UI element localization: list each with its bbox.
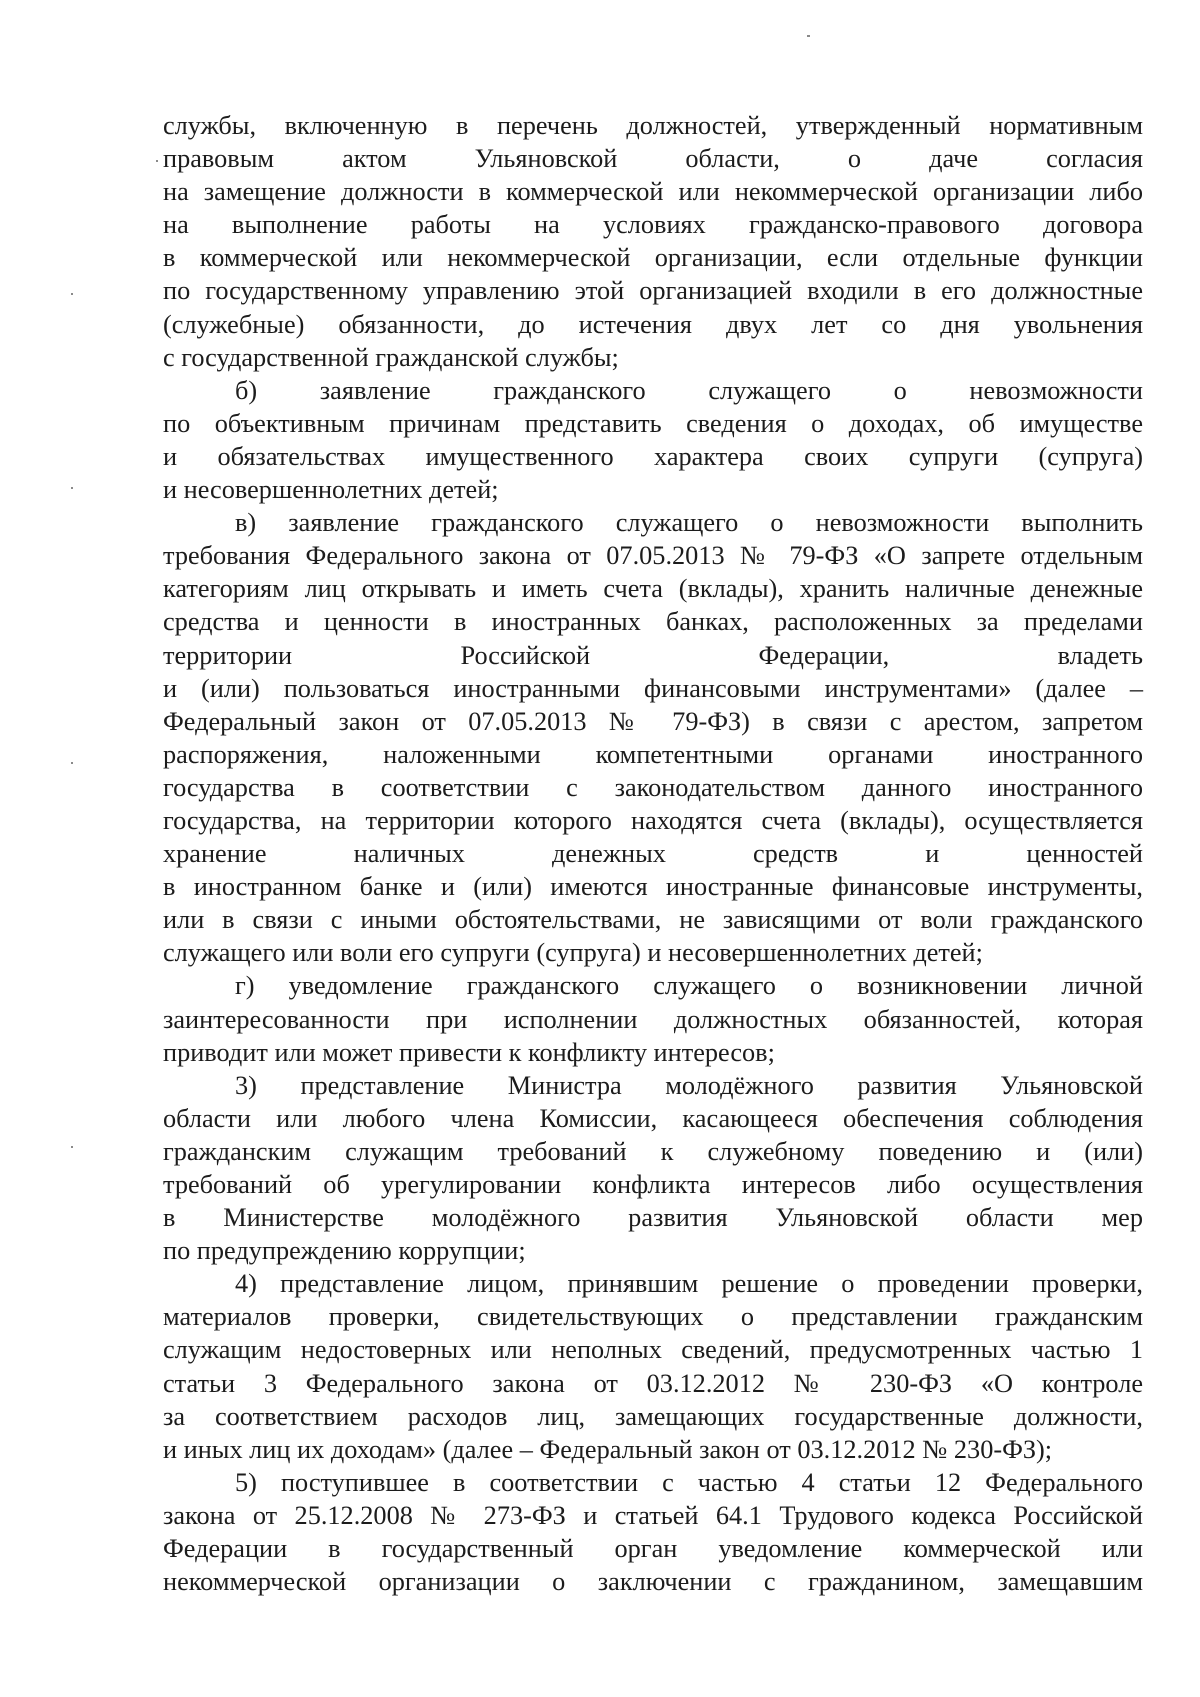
text-line: (служебные) обязанности, до истечения двух лет со дня увольнения (163, 309, 1143, 339)
text-line: области или любого члена Комиссии, касающееся обеспечения соблюдения (163, 1103, 1143, 1133)
text-line: правовым актом Ульяновской области, о даче согласия (163, 144, 1143, 174)
text-line: средства и ценности в иностранных банках, расположенных за пределами (163, 607, 1143, 637)
text-line: в коммерческой или некоммерческой организации, если отдельные функции (163, 243, 1143, 273)
text-line: Федеральный закон от 07.05.2013 № 79-ФЗ) в связи с арестом, запретом (163, 706, 1143, 736)
text-line: с государственной гражданской службы; (163, 342, 619, 372)
text-line: требований об урегулировании конфликта интересов либо осуществления (163, 1170, 1143, 1199)
document-body (163, 109, 1143, 1598)
text-line: 4) представление лицом, принявшим решение о проведении проверки, (235, 1269, 1143, 1299)
text-line: и несовершеннолетних детей; (163, 475, 499, 505)
scan-speck (71, 762, 73, 764)
text-line: заинтересованности при исполнении должностных обязанностей, которая (163, 1004, 1143, 1034)
scan-speck (71, 1146, 73, 1148)
text-line: материалов проверки, свидетельствующих о представлении гражданским (163, 1302, 1143, 1332)
text-line: Федерации в государственный орган уведомление коммерческой или (163, 1534, 1143, 1564)
text-line: по объективным причинам представить сведения о доходах, об имуществе (163, 408, 1143, 438)
text-line: и иных лиц их доходам» (далее – Федеральный закон от 03.12.2012 № 230-ФЗ); (163, 1434, 1053, 1464)
text-line: в Министерстве молодёжного развития Ульяновской области мер (163, 1203, 1143, 1233)
text-line: государства, на территории которого находятся счета (вклады), осуществляется (163, 805, 1143, 835)
scan-speck (807, 35, 810, 37)
text-line: в) заявление гражданского служащего о невозможности выполнить (235, 508, 1143, 538)
text-line: требования Федерального закона от 07.05.2013 № 79-ФЗ «О запрете отдельным (163, 541, 1143, 571)
text-line: статьи 3 Федерального закона от 03.12.2012 № 230-ФЗ «О контроле (163, 1368, 1143, 1398)
text-line: служащего или воли его супруги (супруга) и несовершеннолетних детей; (163, 938, 983, 968)
text-line: некоммерческой организации о заключении с гражданином, замещавшим (163, 1567, 1143, 1597)
text-line: на замещение должности в коммерческой или некоммерческой организации либо (163, 177, 1143, 207)
text-line: б) заявление гражданского служащего о невозможности (235, 375, 1143, 405)
text-line: за соответствием расходов лиц, замещающих государственные должности, (163, 1401, 1143, 1431)
text-line: на выполнение работы на условиях гражданско-правового договора (163, 210, 1143, 240)
text-line: 3) представление Министра молодёжного развития Ульяновской (235, 1070, 1143, 1100)
text-line: приводит или может привести к конфликту интересов; (163, 1037, 775, 1067)
paragraph (163, 506, 1143, 969)
text-line: закона от 25.12.2008 № 273-ФЗ и статьей 64.1 Трудового кодекса Российской (163, 1500, 1143, 1530)
text-line: хранение наличных денежных средств и ценностей (163, 839, 1143, 869)
text-line: распоряжения, наложенными компетентными органами иностранного (163, 739, 1143, 769)
text-line: и (или) пользоваться иностранными финансовыми инструментами» (далее – (163, 673, 1143, 703)
paragraph (163, 1069, 1143, 1268)
text-line: категориям лиц открывать и иметь счета (вклады), хранить наличные денежные (163, 574, 1143, 604)
scan-speck (71, 487, 73, 489)
text-line: в иностранном банке и (или) имеются иностранные финансовые инструменты, (163, 872, 1143, 902)
text-line: государства в соответствии с законодательством данного иностранного (163, 772, 1143, 802)
paragraph (163, 374, 1143, 506)
scan-speck (156, 160, 158, 162)
text-line: по предупреждению коррупции; (163, 1236, 526, 1266)
text-line: или в связи с иными обстоятельствами, не зависящими от воли гражданского (163, 905, 1143, 935)
paragraph (163, 109, 1143, 374)
text-line: г) уведомление гражданского служащего о возникновении личной (235, 971, 1143, 1001)
text-line: по государственному управлению этой организацией входили в его должностные (163, 276, 1143, 306)
text-line: 5) поступившее в соответствии с частью 4 статьи 12 Федерального (235, 1467, 1143, 1497)
paragraph (163, 1466, 1143, 1598)
paragraph (163, 1267, 1143, 1466)
text-line: и обязательствах имущественного характера своих супруги (супруга) (163, 441, 1143, 471)
text-line: службы, включенную в перечень должностей, утвержденный нормативным (163, 111, 1143, 140)
text-line: гражданским служащим требований к служебному поведению и (или) (163, 1136, 1143, 1166)
text-line: служащим недостоверных или неполных сведений, предусмотренных частью 1 (163, 1335, 1143, 1365)
paragraph (163, 969, 1143, 1068)
text-line: территории Российской Федерации, владеть (163, 640, 1143, 670)
scan-speck (71, 293, 73, 295)
